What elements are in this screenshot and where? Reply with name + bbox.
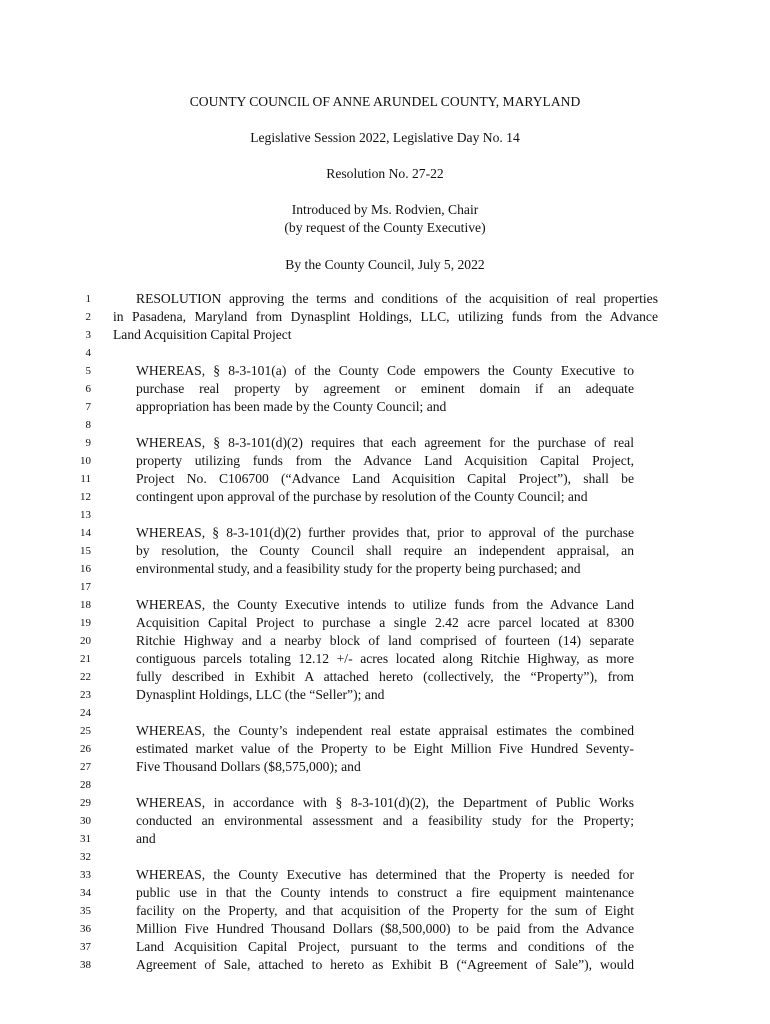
line-number: 27	[80, 761, 91, 773]
line-number: 14	[80, 527, 91, 539]
whereas-line: Project No. C106700 (“Advance Land Acquisition Capital Project”), shall be	[136, 471, 634, 486]
line-number: 29	[80, 797, 91, 809]
whereas-line: purchase real property by agreement or eminent domain if an adequate	[136, 381, 634, 396]
whereas-line: WHEREAS, the County Executive intends to utilize funds from the Advance Land	[136, 597, 634, 612]
whereas-line: facility on the Property, and that acquisition of the Property for the sum of Eight	[136, 903, 634, 918]
whereas-line: WHEREAS, § 8-3-101(a) of the County Code empowers the County Executive to	[136, 363, 634, 378]
line-number: 24	[80, 707, 91, 719]
line-number: 28	[80, 779, 91, 791]
whereas-line: WHEREAS, the County’s independent real estate appraisal estimates the combined	[136, 723, 634, 738]
resolution-title-line: Land Acquisition Capital Project	[113, 327, 292, 342]
line-number: 23	[80, 689, 91, 701]
resolution-number: Resolution No. 27-22	[326, 166, 444, 181]
whereas-line: Dynasplint Holdings, LLC (the “Seller”); and	[136, 687, 385, 702]
whereas-line: Agreement of Sale, attached to hereto as Exhibit B (“Agreement of Sale”), would	[136, 957, 634, 972]
whereas-line: Million Five Hundred Thousand Dollars ($8,500,000) to be paid from the Advance	[136, 921, 634, 936]
whereas-line: contiguous parcels totaling 12.12 +/- acres located along Ritchie Highway, as more	[136, 651, 634, 666]
line-number: 16	[80, 563, 91, 575]
line-number: 10	[80, 455, 91, 467]
line-number: 25	[80, 725, 91, 737]
line-number: 26	[80, 743, 91, 755]
whereas-line: WHEREAS, § 8-3-101(d)(2) requires that each agreement for the purchase of real	[136, 435, 634, 450]
line-number: 6	[85, 383, 91, 395]
line-number: 22	[80, 671, 91, 683]
council-heading: COUNTY COUNCIL OF ANNE ARUNDEL COUNTY, MARYLAND	[189, 94, 581, 109]
whereas-line: WHEREAS, the County Executive has determined that the Property is needed for	[136, 867, 634, 882]
introduced-by: Introduced by Ms. Rodvien, Chair	[291, 202, 479, 217]
whereas-line: Ritchie Highway and a nearby block of land comprised of fourteen (14) separate	[136, 633, 634, 648]
line-number: 21	[80, 653, 91, 665]
whereas-line: WHEREAS, § 8-3-101(d)(2) further provides that, prior to approval of the purchase	[136, 525, 634, 540]
line-number: 18	[80, 599, 91, 611]
line-number: 4	[85, 347, 91, 359]
session-line: Legislative Session 2022, Legislative Day No. 14	[250, 130, 520, 145]
line-number: 11	[80, 473, 91, 485]
whereas-line: property utilizing funds from the Advance Land Acquisition Capital Project,	[136, 453, 634, 468]
line-number: 3	[85, 329, 91, 341]
resolution-title-line: RESOLUTION approving the terms and conditions of the acquisition of real properties	[136, 291, 658, 306]
line-number: 36	[80, 923, 91, 935]
whereas-line: environmental study, and a feasibility study for the property being purchased; and	[136, 561, 581, 576]
line-number: 13	[80, 509, 91, 521]
line-number: 33	[80, 869, 91, 881]
line-number: 20	[80, 635, 91, 647]
line-number: 9	[85, 437, 91, 449]
line-number: 37	[80, 941, 91, 953]
council-date: By the County Council, July 5, 2022	[285, 257, 485, 272]
line-number: 32	[80, 851, 91, 863]
whereas-line: estimated market value of the Property to be Eight Million Five Hundred Seventy-	[136, 741, 634, 756]
whereas-line: contingent upon approval of the purchase by resolution of the County Council; and	[136, 489, 588, 504]
whereas-line: Acquisition Capital Project to purchase a single 2.42 acre parcel located at 8300	[136, 615, 634, 630]
whereas-line: public use in that the County intends to construct a fire equipment maintenance	[136, 885, 634, 900]
whereas-line: by resolution, the County Council shall require an independent appraisal, an	[136, 543, 634, 558]
line-number: 35	[80, 905, 91, 917]
whereas-line: appropriation has been made by the County Council; and	[136, 399, 447, 414]
line-number: 1	[85, 293, 91, 305]
request-note: (by request of the County Executive)	[284, 220, 486, 235]
line-number: 31	[80, 833, 91, 845]
line-number: 34	[80, 887, 91, 899]
line-number: 38	[80, 959, 91, 971]
line-number: 19	[80, 617, 91, 629]
whereas-line: conducted an environmental assessment and a feasibility study for the Property;	[136, 813, 634, 828]
line-number: 7	[85, 401, 91, 413]
line-number: 5	[85, 365, 91, 377]
whereas-line: fully described in Exhibit A attached hereto (collectively, the “Property”), from	[136, 669, 634, 684]
whereas-line: WHEREAS, in accordance with § 8-3-101(d)(2), the Department of Public Works	[136, 795, 634, 810]
line-number: 2	[85, 311, 91, 323]
resolution-title-line: in Pasadena, Maryland from Dynasplint Holdings, LLC, utilizing funds from the Advance	[113, 309, 658, 324]
whereas-line: Five Thousand Dollars ($8,575,000); and	[136, 759, 361, 774]
line-number: 15	[80, 545, 91, 557]
line-number: 12	[80, 491, 91, 503]
whereas-line: Land Acquisition Capital Project, pursuant to the terms and conditions of the	[136, 939, 634, 954]
whereas-line: and	[136, 831, 156, 846]
line-number: 30	[80, 815, 91, 827]
line-number: 8	[85, 419, 91, 431]
line-number: 17	[80, 581, 91, 593]
